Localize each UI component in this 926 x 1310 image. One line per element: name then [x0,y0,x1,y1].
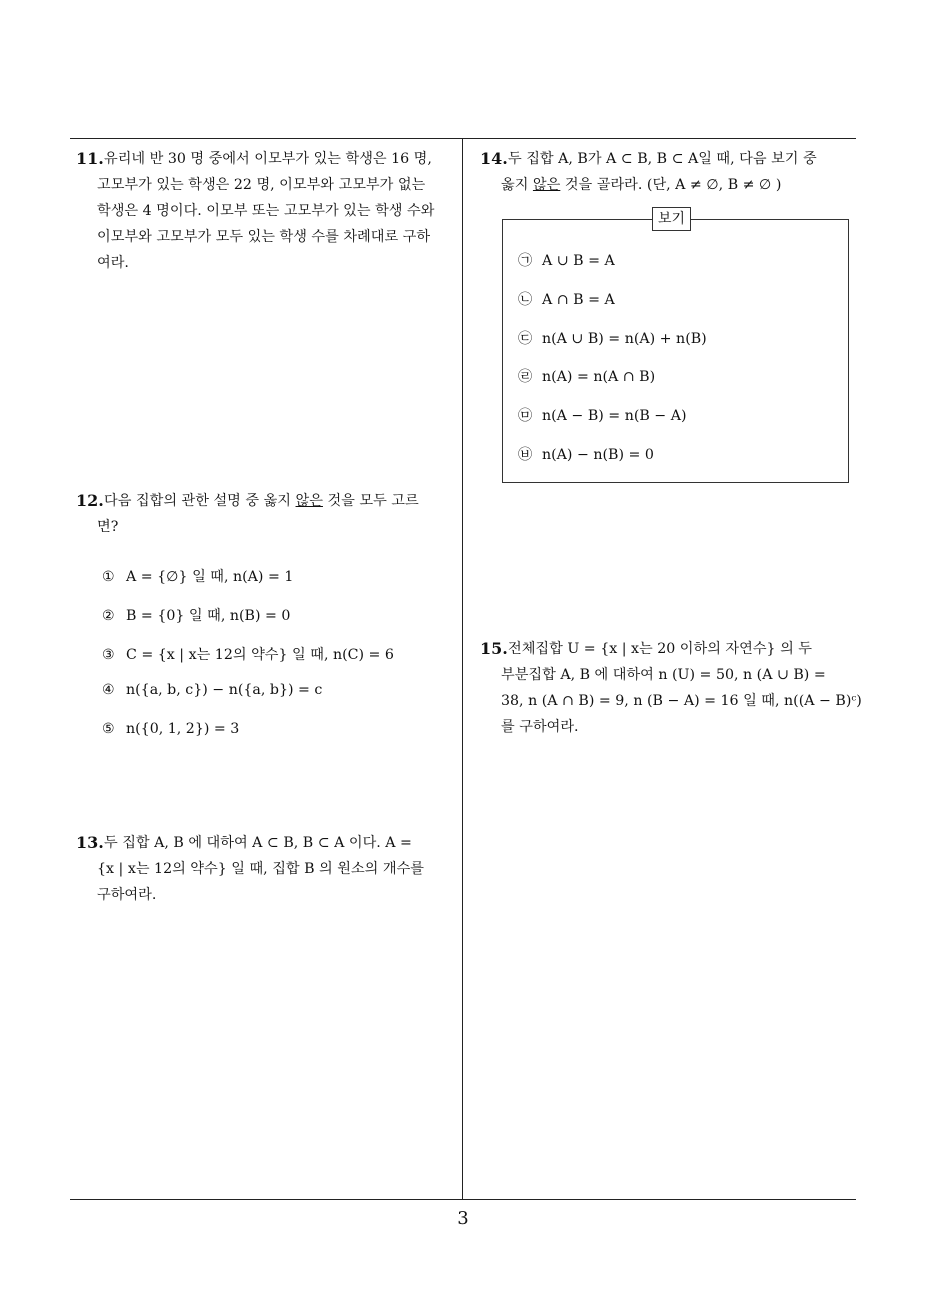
top-rule [70,138,856,139]
item-text: n(A) − n(B) = 0 [542,446,654,463]
option-text: n({a, b, c}) − n({a, b}) = c [126,682,323,699]
question-11 [76,146,458,276]
question-number: 13. [76,833,104,852]
page-number: 3 [457,1208,469,1229]
question-text-line: 유리네 반 30 명 중에서 이모부가 있는 학생은 16 명, [104,151,432,167]
example-item-4[interactable] [518,366,707,405]
text-segment: 다음 집합의 관한 설명 중 옳지 [104,493,296,509]
item-text: A ∩ B = A [542,291,615,308]
option-marker: ③ [102,646,115,663]
question-text-line: 부분집합 A, B 에 대하여 n (U) = 50, n (A ∪ B) = [501,667,826,683]
item-marker: ㉠ [518,253,533,269]
item-marker: ㉥ [518,446,533,463]
question-text-line: 38, n (A ∩ B) = 9, n (B − A) = 16 일 때, n((A − B)ᶜ) [501,693,862,709]
item-marker: ㉤ [518,408,533,425]
item-marker: ㉣ [518,369,533,386]
option-1[interactable] [102,566,394,605]
option-5[interactable] [102,721,394,760]
underlined-word: 않은 [295,493,323,509]
text-segment: 것을 모두 고르 [322,493,419,509]
example-item-2[interactable] [518,289,707,328]
question-text-line: 를 구하여라. [501,719,579,735]
question-text-line: 이모부와 고모부가 모두 있는 학생 수를 차례대로 구하 [97,229,431,245]
example-item-1[interactable] [518,250,707,289]
example-item-6[interactable] [518,444,707,483]
question-text-line [76,488,458,514]
question-text-line [480,172,860,198]
item-text: n(A ∪ B) = n(A) + n(B) [542,330,707,347]
item-marker: ㉢ [518,330,533,347]
answer-options [102,566,394,760]
text-segment: 옳지 [501,177,533,193]
option-4[interactable] [102,682,394,721]
question-13 [76,830,458,908]
item-text: n(A − B) = n(B − A) [542,408,687,425]
text-segment: 것을 골라라. (단, A ≠ ∅, B ≠ ∅ ) [560,177,782,193]
question-number: 11. [76,149,104,168]
example-box-title: 보기 [652,207,691,231]
option-marker: ② [102,607,115,624]
question-14 [480,146,860,198]
example-item-5[interactable] [518,405,707,444]
option-text: A = {∅} 일 때, n(A) = 1 [126,569,294,585]
question-text-line: 학생은 4 명이다. 이모부 또는 고모부가 있는 학생 수와 [97,203,435,219]
question-text-line: 두 집합 A, B가 A ⊂ B, B ⊂ A일 때, 다음 보기 중 [508,151,817,167]
question-12 [76,488,458,540]
question-text-line: 여라. [97,255,129,271]
question-number: 12. [76,491,104,510]
option-text: n({0, 1, 2}) = 3 [126,721,240,738]
option-text: B = {0} 일 때, n(B) = 0 [126,607,291,624]
question-15 [480,636,860,740]
option-marker: ① [102,569,115,585]
item-text: A ∪ B = A [542,253,615,269]
option-3[interactable] [102,644,394,683]
question-text-line: 두 집합 A, B 에 대하여 A ⊂ B, B ⊂ A 이다. A = [104,835,412,851]
example-items [518,250,707,483]
option-marker: ⑤ [102,721,115,738]
question-number: 15. [480,639,508,658]
question-text-line: 전체집합 U = {x | x는 20 이하의 자연수} 의 두 [508,641,812,657]
question-number: 14. [480,149,508,168]
option-text: C = {x | x는 12의 약수} 일 때, n(C) = 6 [126,646,394,663]
column-divider [462,138,463,1200]
question-text-line: 고모부가 있는 학생은 22 명, 이모부와 고모부가 없는 [97,177,426,193]
question-text-line: {x | x는 12의 약수} 일 때, 집합 B 의 원소의 개수를 [97,861,425,877]
item-text: n(A) = n(A ∩ B) [542,369,656,386]
question-text-line: 구하여라. [97,887,157,903]
question-text-line: 면? [97,519,119,535]
option-marker: ④ [102,682,115,699]
item-marker: ㉡ [518,291,533,308]
bottom-rule [70,1199,856,1200]
example-item-3[interactable] [518,328,707,367]
underlined-word: 않은 [532,177,561,193]
option-2[interactable] [102,605,394,644]
